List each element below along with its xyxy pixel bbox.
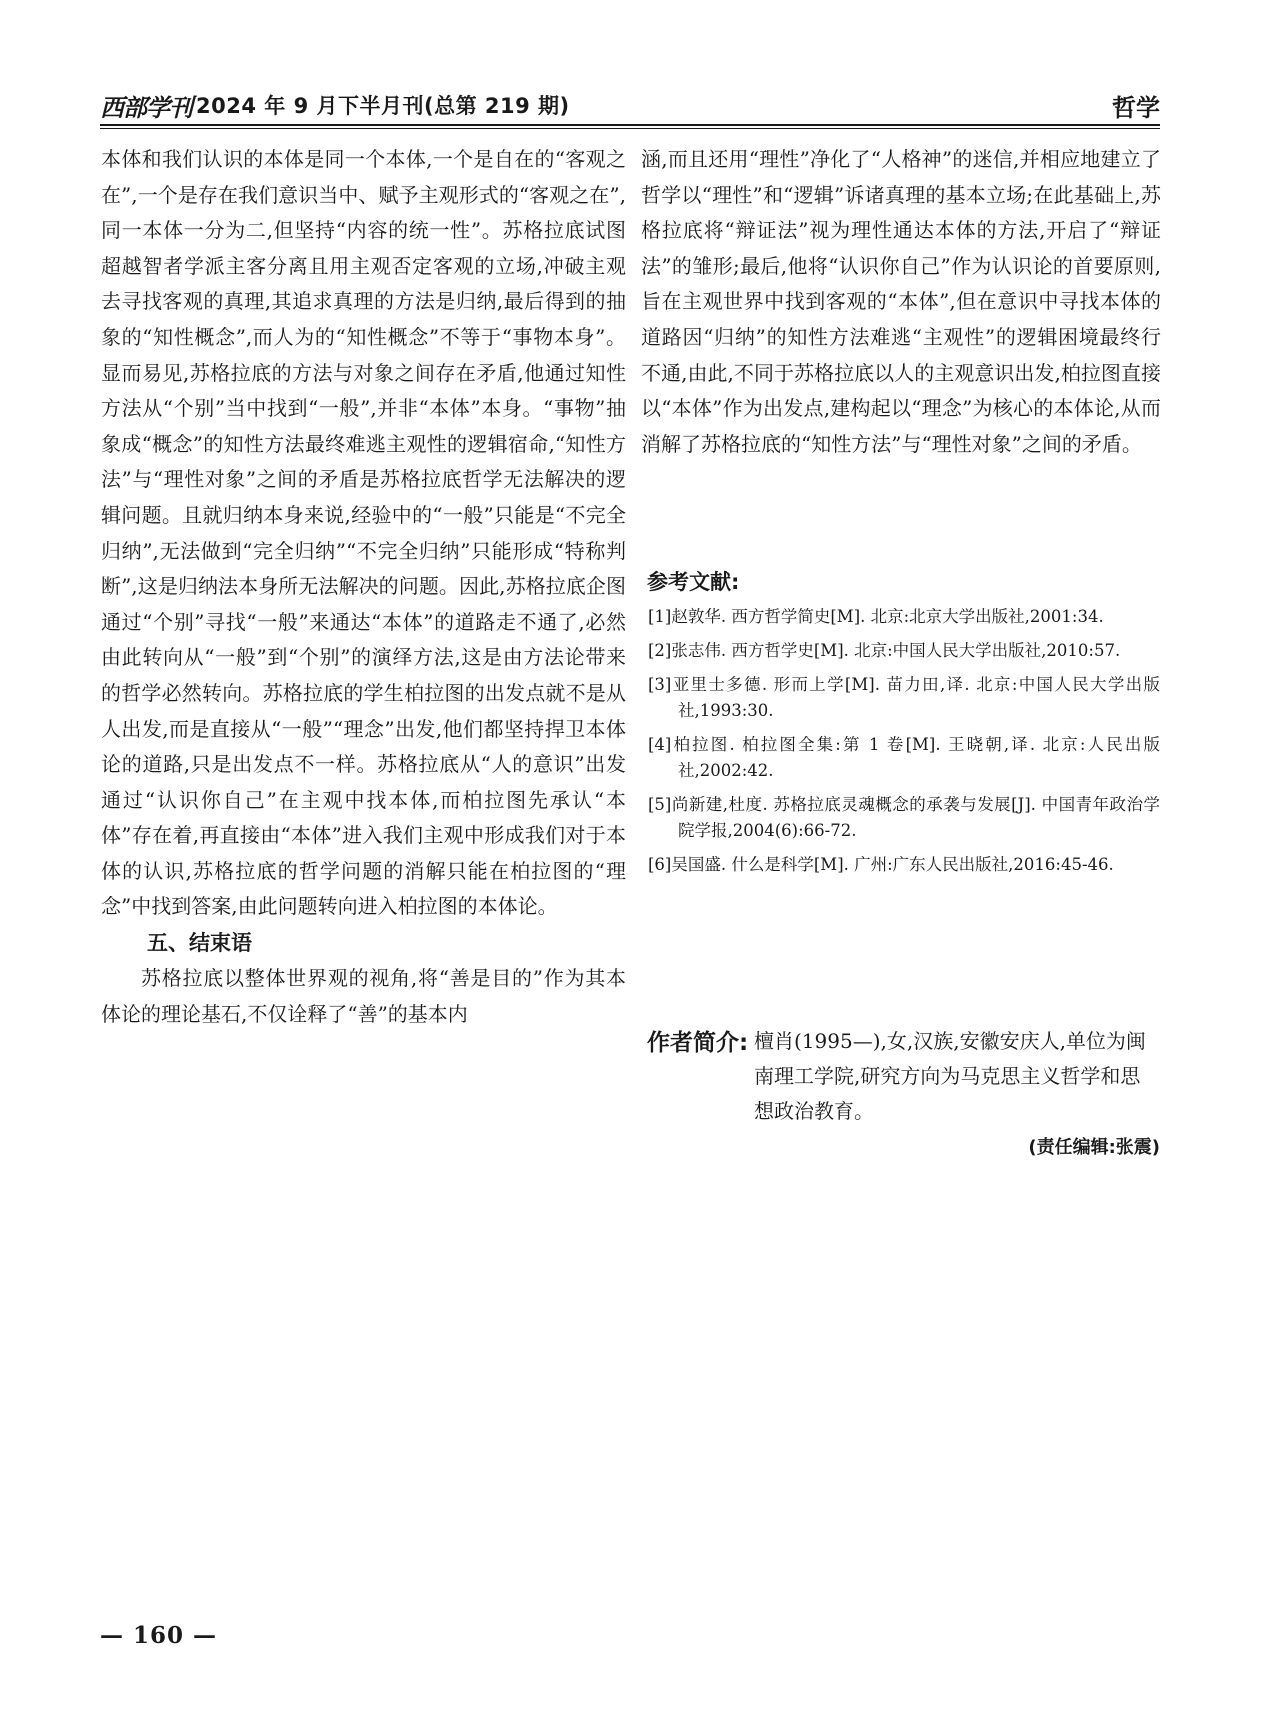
author-text: 檀肖(1995—),女,汉族,安徽安庆人,单位为闽南理工学院,研究方向为马克思主义哲学和思想政治教育。 [754, 1029, 1146, 1123]
author-label: 作者简介: [647, 1030, 749, 1056]
issue-info: 2024 年 9 月下半月刊(总第 219 期) [196, 94, 570, 118]
reference-item: [3]亚里士多德. 形而上学[M]. 苗力田,译. 北京:中国人民大学出版社,1993:30. [648, 675, 1160, 720]
responsible-editor: (责任编辑:张震) [1028, 1137, 1160, 1158]
running-header [100, 86, 1160, 122]
reference-item: [2]张志伟. 西方哲学史[M]. 北京:中国人民大学出版社,2010:57. [648, 641, 1121, 660]
page-number: — 160 — [100, 1622, 218, 1649]
reference-item: [4]柏拉图. 柏拉图全集:第 1 卷[M]. 王晓朝,译. 北京:人民出版社,2002:42. [648, 735, 1160, 780]
reference-list [648, 604, 1160, 886]
right-column [641, 142, 1161, 462]
reference-item: [1]赵敦华. 西方哲学简史[M]. 北京:北京大学出版社,2001:34. [648, 607, 1104, 626]
header-rule-thick [100, 124, 1160, 126]
body-paragraph: 苏格拉底以整体世界观的视角,将“善是目的”作为其本体论的理论基石,不仅诠释了“善”的基本内 [101, 966, 626, 1026]
header-rule-thin [100, 128, 1160, 129]
body-paragraph: 涵,而且还用“理性”净化了“人格神”的迷信,并相应地建立了哲学以“理性”和“逻辑”诉诸真理的基本立场;在此基础上,苏格拉底将“辩证法”视为理性通达本体的方法,开启了“辩证法”的雏形;最后,他将“认识你自己”作为认识论的首要原则,旨在主观世界中找到客观的“本体”,但在意识中寻找本体的道路因“归纳”的知性方法难逃“主观性”的逻辑困境最终行不通,由此,不同于苏格拉底以人的主观意识出发,柏拉图直接以“本体”作为出发点,建构起以“理念”为核心的本体论,从而消解了苏格拉底的“知性方法”与“理性对象”之间的矛盾。 [641, 147, 1161, 456]
left-column [101, 142, 626, 1032]
reference-item: [5]尚新建,杜度. 苏格拉底灵魂概念的承袭与发展[J]. 中国青年政治学院学报,2004(6):66-72. [648, 795, 1160, 840]
body-paragraph: 本体和我们认识的本体是同一个本体,一个是自在的“客观之在”,一个是存在我们意识当中、赋予主观形式的“客观之在”,同一本体一分为二,但坚持“内容的统一性”。苏格拉底试图超越智者学派主客分离且用主观否定客观的立场,冲破主观去寻找客观的真理,其追求真理的方法是归纳,最后得到的抽象的“知性概念”,而人为的“知性概念”不等于“事物本身”。显而易见,苏格拉底的方法与对象之间存在矛盾,他通过知性方法从“个别”当中找到“一般”,并非“本体”本身。“事物”抽象成“概念”的知性方法最终难逃主观性的逻辑宿命,“知性方法”与“理性对象”之间的矛盾是苏格拉底哲学无法解决的逻辑问题。且就归纳本身来说,经验中的“一般”只能是“不完全归纳”,无法做到“完全归纳”“不完全归纳”只能形成“特称判断”,这是归纳法本身所无法解决的问题。因此,苏格拉底企图通过“个别”寻找“一般”来通达“本体”的道路走不通了,必然由此转向从“一般”到“个别”的演绎方法,这是由方法论带来的哲学必然转向。苏格拉底的学生柏拉图的出发点就不是从人出发,而是直接从“一般”“理念”出发,他们都坚持捍卫本体论的道路,只是出发点不一样。苏格拉底从“人的意识”出发通过“认识你自己”在主观中找本体,而柏拉图先承认“本体”存在着,再直接由“本体”进入我们主观中形成我们对于本体的认识,苏格拉底的哲学问题的消解只能在柏拉图的“理念”中找到答案,由此问题转向进入柏拉图的本体论。 [101, 147, 626, 919]
section-heading: 五、结束语 [147, 931, 252, 956]
journal-logo: 西部学刊 [100, 93, 192, 122]
reference-item: [6]吴国盛. 什么是科学[M]. 广州:广东人民出版社,2016:45-46. [648, 855, 1114, 874]
section-name: 哲学 [1112, 94, 1160, 122]
references-title: 参考文献: [647, 570, 740, 594]
